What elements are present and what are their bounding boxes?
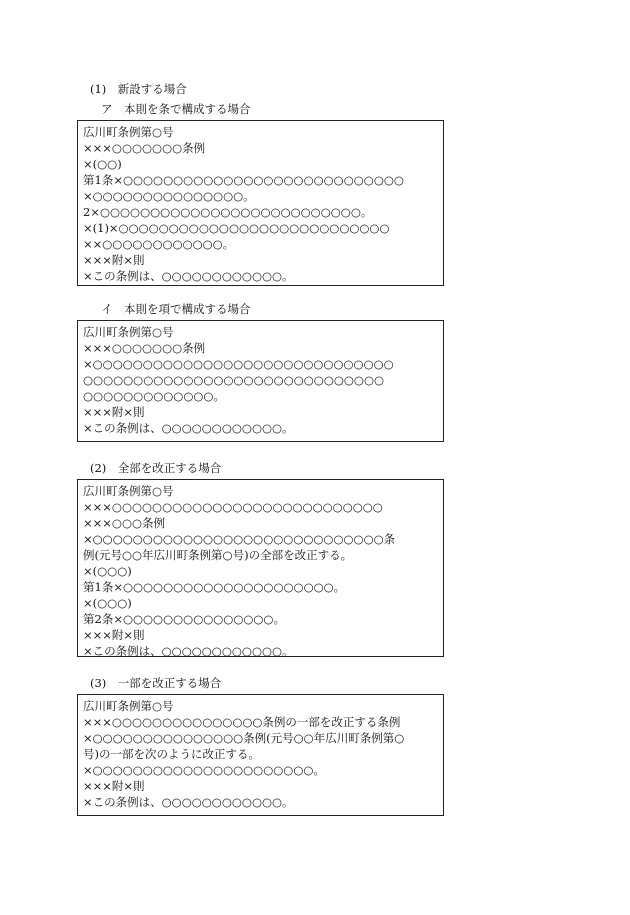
example-line: ×○○○○○○○○○○○○○○○○○○○○○○。 — [83, 763, 325, 777]
section-3-example-box — [77, 694, 444, 816]
example-line: ×××附×則 — [83, 628, 145, 642]
section-1b-example-box — [77, 320, 444, 442]
section-3-heading: (3) 一部を改正する場合 — [90, 676, 222, 690]
example-line: ×(○○○) — [83, 596, 132, 610]
example-line: 広川町条例第○号 — [83, 325, 174, 339]
example-line: ×××附×則 — [83, 779, 145, 793]
example-line: ×××附×則 — [83, 405, 145, 419]
example-line: ×××○○○○○○○条例 — [83, 341, 206, 355]
example-line: ×(1)×○○○○○○○○○○○○○○○○○○○○○○○○○○○ — [83, 221, 390, 235]
example-line: ×(○○○) — [83, 564, 132, 578]
example-line: 広川町条例第○号 — [83, 484, 174, 498]
section-1b-heading: イ 本則を項で構成する場合 — [101, 302, 251, 316]
example-line: ×この条例は、○○○○○○○○○○○○。 — [83, 421, 294, 435]
example-line: 号)の一部を次のように改正する。 — [83, 747, 260, 761]
section-2-example-box — [77, 479, 444, 657]
section-1a-heading: ア 本則を条で構成する場合 — [101, 102, 251, 116]
example-line: ×○○○○○○○○○○○○○○○条例(元号○○年広川町条例第○ — [83, 731, 405, 745]
example-line: ○○○○○○○○○○○○○○○○○○○○○○○○○○○○○○ — [83, 373, 385, 387]
example-line: ×××○○○○○○○条例 — [83, 141, 206, 155]
example-line: ×この条例は、○○○○○○○○○○○○。 — [83, 269, 294, 283]
section-2-heading: (2) 全部を改正する場合 — [90, 461, 222, 475]
example-line: 第1条×○○○○○○○○○○○○○○○○○○○○○○○○○○○○ — [83, 173, 404, 187]
example-line: ×○○○○○○○○○○○○○○○。 — [83, 189, 255, 203]
example-line: ×××○○○○○○○○○○○○○○○条例の一部を改正する条例 — [83, 715, 401, 729]
example-line: ×(○○) — [83, 157, 122, 171]
example-line: 広川町条例第○号 — [83, 699, 174, 713]
example-line: 第1条×○○○○○○○○○○○○○○○○○○○○○。 — [83, 580, 346, 594]
example-line: 広川町条例第○号 — [83, 125, 174, 139]
section-1a-example-box — [77, 120, 444, 286]
example-line: ×この条例は、○○○○○○○○○○○○。 — [83, 795, 294, 809]
section-1-heading: (1) 新設する場合 — [90, 82, 187, 96]
example-line: 第2条×○○○○○○○○○○○○○○○。 — [83, 612, 285, 626]
example-line: ×××○○○条例 — [83, 516, 166, 530]
example-line: ×××○○○○○○○○○○○○○○○○○○○○○○○○○○○ — [83, 500, 383, 514]
example-line: 2×○○○○○○○○○○○○○○○○○○○○○○○○○○。 — [83, 205, 373, 219]
example-line: ××○○○○○○○○○○○○。 — [83, 237, 235, 251]
example-line: 例(元号○○年広川町条例第○号)の全部を改正する。 — [83, 548, 353, 562]
example-line: ×この条例は、○○○○○○○○○○○○。 — [83, 644, 294, 658]
example-line: ×○○○○○○○○○○○○○○○○○○○○○○○○○○○○○条 — [83, 532, 396, 546]
example-line: ×××附×則 — [83, 253, 145, 267]
example-line: ×○○○○○○○○○○○○○○○○○○○○○○○○○○○○○○ — [83, 357, 394, 371]
example-line: ○○○○○○○○○○○○○。 — [83, 389, 225, 403]
